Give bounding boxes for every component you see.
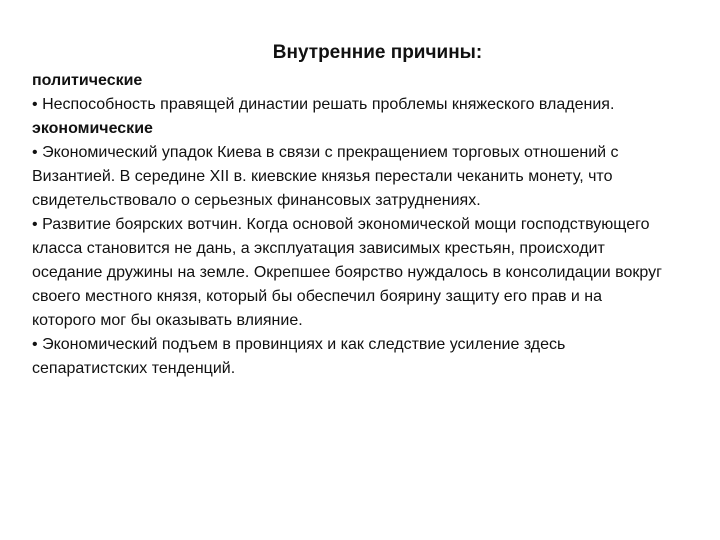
bullet-text: Развитие боярских вотчин. Когда основой экономической мощи господствующего класса становится не дань, а эксплуатация зависимых крестьян, происходит оседание дружины на земле. Окрепшее боярство нуждалось в консолидации вокруг своего местного князя, который бы обеспечил боярину защиту его прав и на которого мог бы оказывать влияние. [32,216,662,329]
bullet-text: Экономический упадок Киева в связи с прекращением торговых отношений с Византией. В середине XII в. киевские князья перестали чеканить монету, что свидетельствовало о серьезных финансовых затруднениях. [32,144,619,209]
bullet-icon: • [32,216,38,233]
bullet-icon: • [32,96,38,113]
bullet-text: Экономический подъем в провинциях и как следствие усиление здесь сепаратистских тенденций. [32,336,566,377]
bullet-item [32,333,662,381]
bullet-text: Неспособность правящей династии решать проблемы княжеского владения. [42,96,615,113]
bullet-item [32,141,662,213]
slide-title: Внутренние причины: [272,42,483,63]
bullet-item [32,213,662,333]
slide-body [32,69,662,381]
bullet-icon: • [32,336,38,353]
section-heading-economic: экономические [32,120,153,137]
bullet-item [32,93,662,117]
bullet-icon: • [32,144,38,161]
section-heading-political: политические [32,72,143,89]
